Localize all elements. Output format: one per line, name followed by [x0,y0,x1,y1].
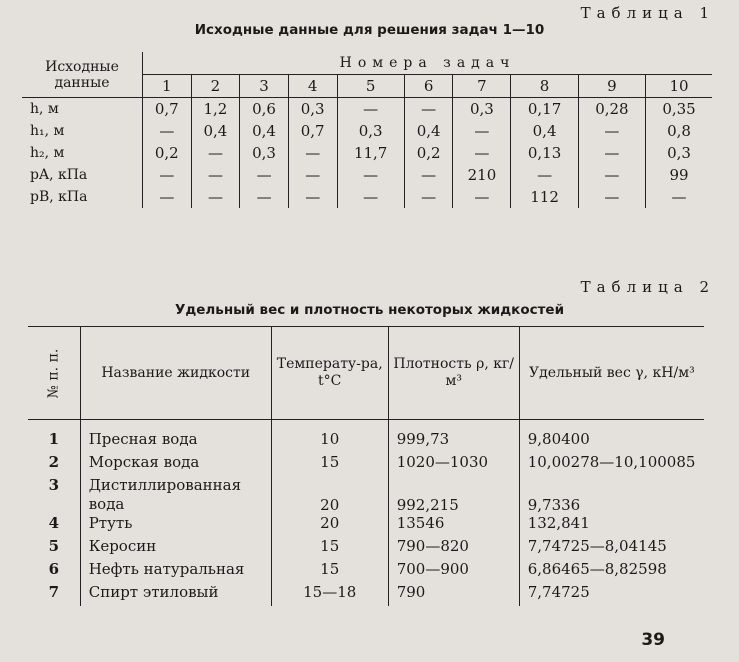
table1-cell: 0,2 [154,144,179,162]
table1-cell: — [337,164,404,186]
table1-column-6: 6 [404,75,453,98]
table1-cell: — [404,186,453,208]
table1-cell: 0,4 [191,120,240,142]
table1-cell: 0,3 [240,142,289,164]
table2-cell-num: 2 [48,453,60,471]
table1-cell: — [191,186,240,208]
table1-cell: — [453,142,511,164]
table1-column-7: 7 [453,75,511,98]
table1-cell: 0,13 [511,142,578,164]
table2-cell-name: Нефть натуральная [80,560,271,583]
table2-cell-temp: 15 [271,560,388,583]
table1 [22,52,712,208]
table1-row [22,98,712,121]
table2-cell-temp: 20 [271,514,388,537]
table1-cell: 1,2 [191,98,240,121]
table1-cell: 99 [646,164,712,186]
table1-cell: — [288,142,337,164]
table2-cell-temp: 20 [271,476,388,514]
table2-cell-temp: 15 [271,537,388,560]
table1-cell: — [578,164,645,186]
table1-cell: 0,4 [404,120,453,142]
table2-cell-weight: 7,74725—8,04145 [519,537,704,560]
table1-cell: 0,3 [646,142,712,164]
table1-cell: — [453,186,511,208]
table1-cell: 0,4 [511,120,578,142]
table1-cell: — [191,142,240,164]
table2-row [28,583,704,606]
table2-row [28,514,704,537]
table1-cell: 0,4 [240,120,289,142]
table1-cell: 0,28 [578,98,645,121]
table1-label: Таблица 1 [580,4,715,22]
table2-cell-weight: 132,841 [519,514,704,537]
table1-cell: — [240,186,289,208]
table2-body [28,420,704,607]
table2-cell-density: 992,215 [388,476,519,514]
table2-row [28,453,704,476]
table2-cell-density: 999,73 [388,420,519,454]
table2-row [28,560,704,583]
table1-cell: — [511,164,578,186]
table1-column-8: 8 [511,75,578,98]
table1-row [22,120,712,142]
table1-cell: — [191,164,240,186]
table2-row [28,476,704,514]
table2-header-density: Плотность ρ, кг/м³ [388,327,519,420]
table1-cell: — [578,186,645,208]
table1-row-label: h₂, м [22,142,143,164]
table1-row [22,186,712,208]
table1-cell: — [159,188,175,206]
table1-cell: — [337,186,404,208]
table1-row-label: h₁, м [22,120,143,142]
table1-cell: — [288,164,337,186]
table1-column-5: 5 [337,75,404,98]
table1-cell: 0,7 [143,98,192,121]
table1-cell: — [337,98,404,121]
table1-cell: — [404,98,453,121]
table1-cell: 0,8 [646,120,712,142]
table2-header-weight: Удельный вес γ, кН/м³ [519,327,704,420]
table2-cell-weight: 9,7336 [519,476,704,514]
table1-cell: 0,3 [337,120,404,142]
table1-body [22,98,712,209]
table1-column-2: 2 [191,75,240,98]
table1-cell: 210 [453,164,511,186]
table1-column-9: 9 [578,75,645,98]
table2-cell-name: Керосин [80,537,271,560]
table1-row [22,164,712,186]
table1-row-label: pB, кПа [22,186,143,208]
table2-cell-weight: 10,00278—10,100085 [519,453,704,476]
table1-cell: 0,6 [240,98,289,121]
table1-column-4: 4 [288,75,337,98]
table2-cell-weight: 6,86465—8,82598 [519,560,704,583]
table2-cell-num: 4 [48,514,60,532]
table1-cell: 0,7 [288,120,337,142]
table2-row [28,537,704,560]
table2-header-temp: Температу-ра, t°C [271,327,388,420]
table2-cell-name: Морская вода [80,453,271,476]
table1-cell: 0,3 [288,98,337,121]
table2-cell-num: 1 [48,430,60,448]
table2-cell-density: 790 [388,583,519,606]
table2-cell-weight: 9,80400 [519,420,704,454]
table1-cell: — [159,166,175,184]
table1-cell: 0,35 [646,98,712,121]
table1-column-3: 3 [240,75,289,98]
table2-cell-name: Дистиллированная вода [80,476,271,514]
table2-title: Удельный вес и плотность некоторых жидкостей [174,302,565,318]
table2-cell-num: 3 [48,476,60,494]
table2-cell-num: 6 [48,560,60,578]
table2-cell-name: Пресная вода [80,420,271,454]
table2 [28,326,704,606]
table2-cell-density: 13546 [388,514,519,537]
table1-cell: — [240,164,289,186]
table1-cell: 0,17 [511,98,578,121]
table2-cell-density: 700—900 [388,560,519,583]
table1-group-header: Номера задач [143,52,713,75]
table2-cell-num: 7 [48,583,60,601]
table1-cell: 11,7 [337,142,404,164]
table1-title: Исходные данные для решения задач 1—10 [194,22,545,38]
table1-row-label: h, м [22,98,143,121]
table1-cell: — [578,142,645,164]
table1-cell: — [159,122,175,140]
table1-column-1: 1 [143,75,192,98]
table2-label: Таблица 2 [580,278,715,296]
table1-cell: — [646,186,712,208]
table1-cell: 0,3 [453,98,511,121]
table1-cell: 0,2 [404,142,453,164]
table2-cell-temp: 10 [271,420,388,454]
table1-cell: — [288,186,337,208]
table1-cell: — [453,120,511,142]
table2-cell-weight: 7,74725 [519,583,704,606]
table2-cell-num: 5 [48,537,60,555]
table1-row-label: pA, кПа [22,164,143,186]
table2-cell-name: Спирт этиловый [80,583,271,606]
table1-cell: — [404,164,453,186]
table2-cell-density: 790—820 [388,537,519,560]
table2-header-name: Название жидкости [80,327,271,420]
table2-cell-temp: 15 [271,453,388,476]
table2-row [28,420,704,454]
table2-cell-temp: 15—18 [271,583,388,606]
page-number: 39 [641,630,665,650]
table1-cell: 112 [511,186,578,208]
table1-column-10: 10 [646,75,712,98]
table2-header-num: № п. п. [28,327,80,420]
table1-cell: — [578,120,645,142]
table1-header-label: Исходные данные [22,52,143,98]
table2-cell-name: Ртуть [80,514,271,537]
table1-row [22,142,712,164]
table2-cell-density: 1020—1030 [388,453,519,476]
